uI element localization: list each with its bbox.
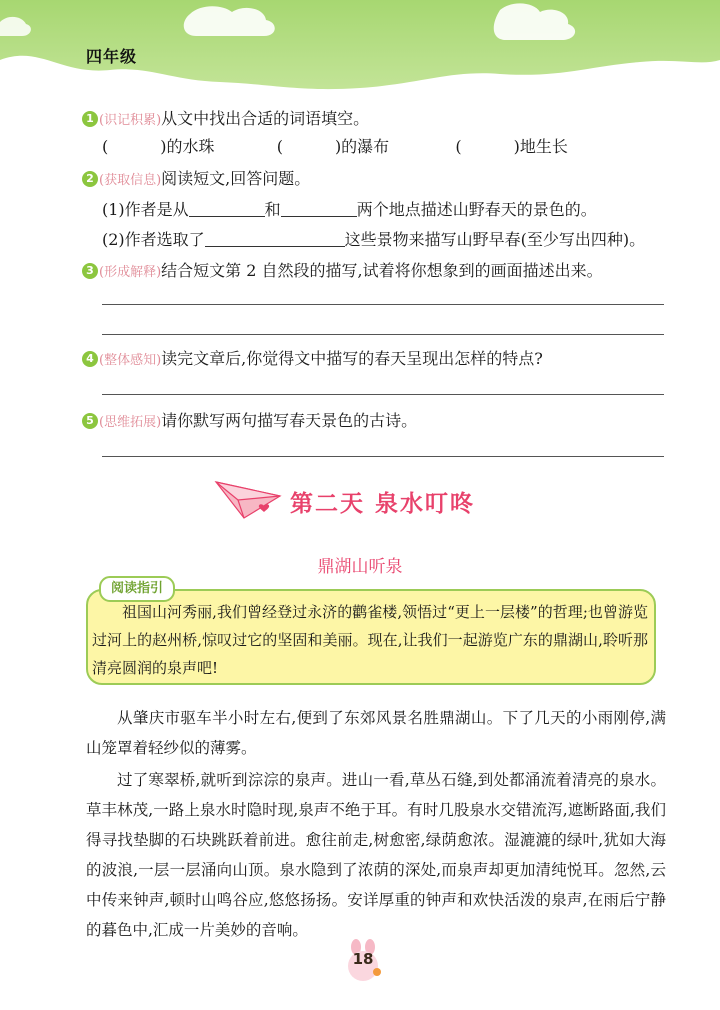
question-4	[82, 346, 543, 369]
fill-text-3: )地生长	[513, 137, 568, 156]
section-title: 第二天 泉水叮咚	[290, 491, 476, 517]
answer-line[interactable]	[102, 304, 664, 305]
question-text: 阅读短文,回答问题。	[161, 169, 311, 188]
q1-fill-line	[102, 134, 568, 157]
q2-sub1	[102, 197, 597, 220]
question-number-badge: 1	[82, 111, 98, 127]
question-2	[82, 166, 310, 189]
q2-sub1-text-b: 和	[264, 200, 281, 219]
q2-sub1-text-c: 两个地点描述山野春天的景色的。	[356, 200, 597, 219]
question-tag: (获取信息)	[99, 173, 162, 188]
paren-open: (	[276, 137, 283, 156]
q2-sub2-text-a: (2)作者选取了	[102, 230, 205, 249]
article-title: 鼎湖山听泉	[317, 557, 403, 577]
question-tag: (整体感知)	[99, 353, 162, 368]
answer-line[interactable]	[102, 456, 664, 457]
paren-open: (	[455, 137, 462, 156]
q2-sub2-text-b: 这些景物来描写山野早春(至少写出四种)。	[344, 230, 646, 249]
answer-line[interactable]	[102, 334, 664, 335]
article-paragraph-1: 从肇庆市驱车半小时左右,便到了东郊风景名胜鼎湖山。下了几天的小雨刚停,满山笼罩着轻纱似的薄雾。	[86, 709, 666, 757]
answer-blank[interactable]	[189, 202, 265, 217]
answer-line[interactable]	[102, 394, 664, 395]
reading-guide-label: 阅读指引	[99, 576, 175, 602]
question-5	[82, 408, 417, 431]
fill-text-2: )的瀑布	[334, 137, 390, 156]
page-number: 18	[352, 950, 374, 968]
question-number-badge: 3	[82, 263, 98, 279]
question-text: 请你默写两句描写春天景色的古诗。	[161, 411, 418, 430]
article-paragraph-2: 过了寒翠桥,就听到淙淙的泉声。进山一看,草丛石缝,到处都涌流着清亮的泉水。草丰林茂,一路上泉水时隐时现,泉声不绝于耳。有时几股泉水交错流泻,遮断路面,我们得寻找垫脚的石块跳跃着前进。愈往前走,树愈密,绿荫愈浓。湿漉漉的绿叶,犹如大海的波浪,一层一层涌向山顶。泉水隐到了浓荫的深处,而泉声却更加清纯悦耳。忽然,云中传来钟声,顿时山鸣谷应,悠悠扬扬。安详厚重的钟声和欢快活泼的泉声,在雨后宁静的暮色中,汇成一片美妙的音响。	[86, 771, 666, 939]
q2-sub1-text-a: (1)作者是从	[102, 200, 189, 219]
question-number-badge: 2	[82, 171, 98, 187]
fill-text-1: )的水珠	[160, 137, 215, 156]
question-number-badge: 5	[82, 413, 98, 429]
question-number-badge: 4	[82, 351, 98, 367]
paren-open: (	[102, 137, 109, 156]
question-tag: (思维拓展)	[99, 415, 162, 430]
question-3	[82, 258, 603, 281]
question-tag: (识记积累)	[99, 113, 162, 128]
question-tag: (形成解释)	[99, 265, 162, 280]
answer-blank[interactable]	[281, 202, 357, 217]
answer-blank[interactable]	[205, 232, 345, 247]
q2-sub2	[102, 227, 645, 250]
question-text: 结合短文第 2 自然段的描写,试着将你想象到的画面描述出来。	[161, 261, 603, 280]
question-text: 从文中找出合适的词语填空。	[161, 109, 370, 128]
grade-label: 四年级	[86, 47, 138, 66]
question-1	[82, 106, 369, 129]
question-text: 读完文章后,你觉得文中描写的春天呈现出怎样的特点?	[161, 349, 543, 368]
paper-plane-icon	[214, 478, 284, 524]
reading-guide-text: 祖国山河秀丽,我们曾经登过永济的鹳雀楼,领悟过“更上一层楼”的哲理;也曾游览过河上的赵州桥,惊叹过它的坚固和美丽。现在,让我们一起游览广东的鼎湖山,聆听那清亮圆润的泉声吧!	[92, 603, 648, 677]
